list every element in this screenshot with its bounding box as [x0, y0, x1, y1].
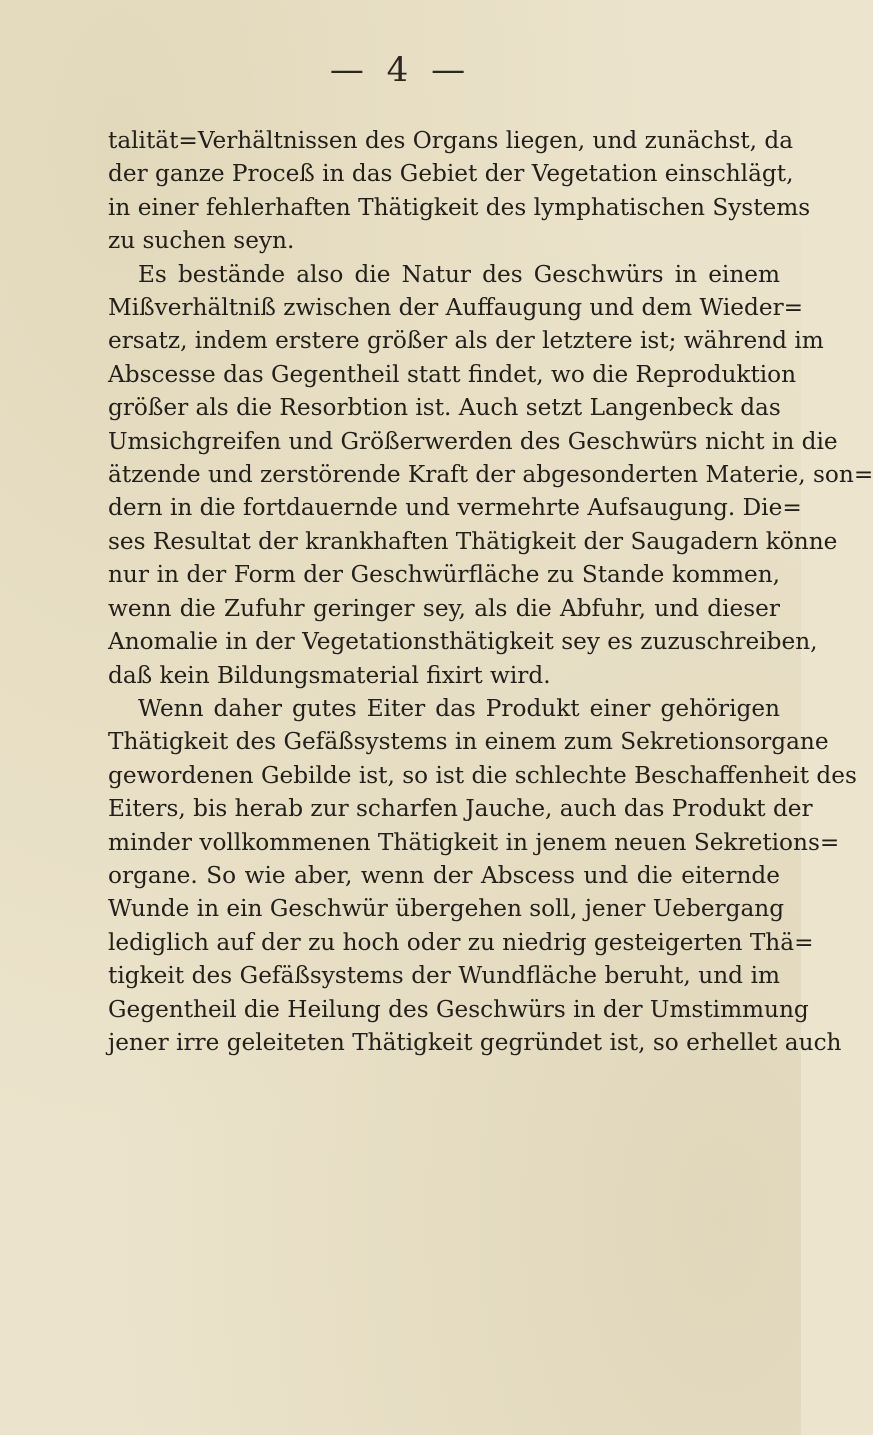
text-line: gewordenen Gebilde ist, so ist die schlechte Beschaffenheit des [108, 761, 857, 789]
text-line: Anomalie in der Vegetationsthätigkeit sey es zuzuschreiben, [108, 628, 818, 656]
text-line: der ganze Proceß in das Gebiet der Vegetation einschlägt, [108, 160, 794, 188]
paragraph-start-line: Wenn daher gutes Eiter das Produkt einer gehörigen [138, 694, 780, 722]
text-line: daß kein Bildungsmaterial fixirt wird. [108, 661, 551, 689]
page-number: — 4 — [329, 50, 472, 90]
text-line: Thätigkeit des Gefäßsystems in einem zum Sekretionsorgane [108, 728, 829, 756]
text-line: Gegentheil die Heilung des Geschwürs in der Umstimmung [108, 995, 809, 1023]
text-line: Mißverhältniß zwischen der Auffaugung und dem Wieder= [108, 294, 804, 322]
text-line: minder vollkommenen Thätigkeit in jenem neuen Sekretions= [108, 828, 840, 856]
text-line: tigkeit des Gefäßsystems der Wundfläche beruht, und im [108, 962, 780, 990]
text-line: dern in die fortdauernde und vermehrte Aufsaugung. Die= [108, 494, 802, 522]
text-line: nur in der Form der Geschwürfläche zu Stande kommen, [108, 561, 780, 589]
text-line: ses Resultat der krankhaften Thätigkeit der Saugadern könne [108, 527, 838, 555]
text-line: talität=Verhältnissen des Organs liegen, und zunächst, da [108, 127, 794, 154]
paragraph-start-line: Es bestände also die Natur des Geschwürs in einem [138, 260, 780, 288]
page-body [108, 124, 873, 1059]
text-line: organe. So wie aber, wenn der Abscess und die eiternde [108, 861, 780, 889]
text-line: jener irre geleiteten Thätigkeit gegründet ist, so erhellet auch [108, 1028, 842, 1056]
text-line: größer als die Resorbtion ist. Auch setzt Langenbeck das [108, 394, 781, 422]
text-line: Abscesse das Gegentheil statt findet, wo die Reproduktion [108, 360, 797, 388]
text-line: zu suchen seyn. [108, 227, 295, 255]
text-line: in einer fehlerhaften Thätigkeit des lymphatischen Systems [108, 193, 811, 221]
text-line: Umsichgreifen und Größerwerden des Geschwürs nicht in die [108, 427, 838, 455]
text-line: lediglich auf der zu hoch oder zu niedrig gesteigerten Thä= [108, 928, 814, 956]
text-line: Eiters, bis herab zur scharfen Jauche, auch das Produkt der [108, 795, 813, 823]
text-line: Wunde in ein Geschwür übergehen soll, jener Uebergang [108, 895, 785, 923]
text-line: ätzende und zerstörende Kraft der abgesonderten Materie, son= [108, 461, 873, 489]
text-line: ersatz, indem erstere größer als der letztere ist; während im [108, 327, 824, 355]
text-line: wenn die Zufuhr geringer sey, als die Abfuhr, und dieser [108, 594, 780, 622]
